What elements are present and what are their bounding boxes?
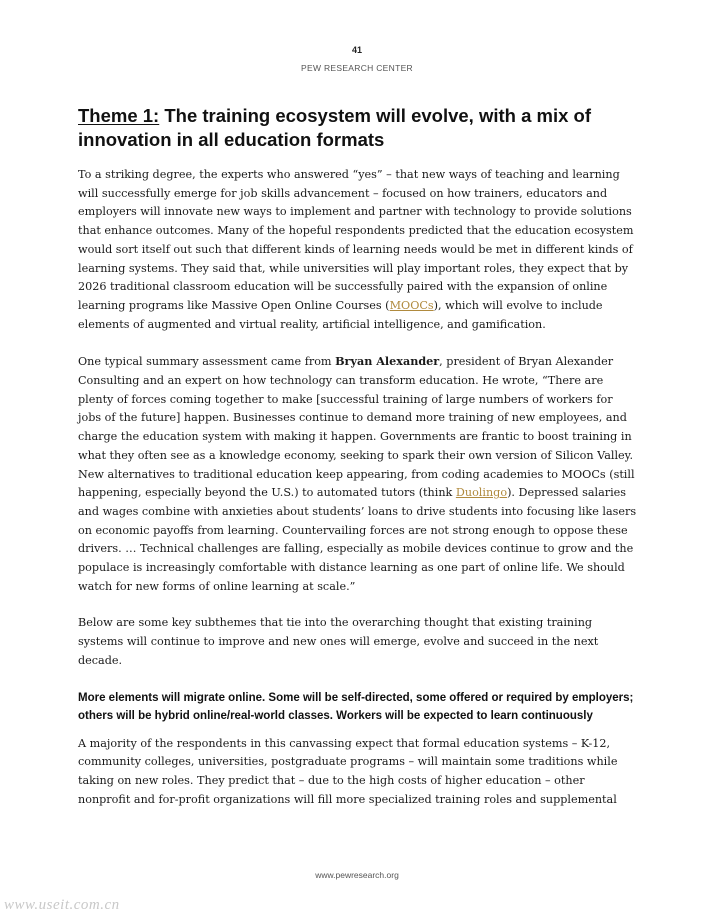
theme-heading xyxy=(78,104,638,152)
footer-url: www.pewresearch.org xyxy=(315,870,399,880)
quote-text-end: ). Depressed salaries and wages combine with anxieties about students’ loans to drive students into focusing like lasers on economic payoffs from learning. Countervailing forces are not strong enough to oppose these drivers. … Technical challenges are falling, especially as mobile devices continue to grow and the populace is increasingly comfortable with distance learning as one part of online life. We should watch for new forms of online learning at scale.” xyxy=(78,486,637,593)
paragraph-intro xyxy=(78,166,638,334)
header-organization: PEW RESEARCH CENTER xyxy=(301,63,413,73)
paragraph-alexander-quote xyxy=(78,352,638,596)
moocs-link[interactable]: MOOCs xyxy=(389,298,434,312)
theme-label: Theme 1: xyxy=(78,105,160,126)
quote-text: , president of Bryan Alexander Consulting and an expert on how technology can transform education. He wrote, “There are plenty of forces coming together to make [successful training of large numbers of workers for jobs of the future] happen. Businesses continue to demand more training of new employees, and charge the education system with making it happen. Governments are frantic to boost training in what they often see as a knowledge economy, seeking to spark their own version of Silicon Valley. New alternatives to traditional education keep appearing, from coding academies to MOOCs (still happening, especially beyond the U.S.) to automated tutors (think xyxy=(78,355,635,500)
subtheme-heading: More elements will migrate online. Some will be self-directed, some offered or required by employers; others will be hybrid online/real-world classes. Workers will be expected to learn continuously xyxy=(78,691,634,722)
paragraph-majority: A majority of the respondents in this canvassing expect that formal education systems – K-12, community colleges, universities, postgraduate programs – will maintain some traditions while taking on new roles. They predict that – due to the high costs of higher education – other nonprofit and for-profit organizations will fill more specialized training roles and supplemental xyxy=(78,736,618,806)
paragraph-intro-text-end: ), which will evolve to include elements of augmented and virtual reality, artificial intelligence, and gamification. xyxy=(78,298,603,331)
page-number: 41 xyxy=(351,45,362,55)
watermark: www.useit.com.cn xyxy=(4,897,120,913)
duolingo-link[interactable]: Duolingo xyxy=(455,486,508,500)
theme-title: The training ecosystem will evolve, with a mix of innovation in all education formats xyxy=(78,105,592,150)
article-body xyxy=(78,104,638,827)
paragraph-intro-text: To a striking degree, the experts who answered “yes” – that new ways of teaching and learning will successfully emerge for job skills advancement – focused on how trainers, educators and employers will innovate new ways to implement and partner with technology to provide solutions that enhance outcomes. Many of the hopeful respondents predicted that the education ecosystem would sort itself out such that different kinds of learning needs would be met in different kinds of learning systems. They said that, while universities will play important roles, they expect that by 2026 traditional classroom education will be successfully paired with the expansion of online learning programs like Massive Open Online Courses ( xyxy=(78,168,634,312)
paragraph-subthemes: Below are some key subthemes that tie into the overarching thought that existing training systems will continue to improve and new ones will emerge, evolve and succeed in the next decade. xyxy=(78,616,599,667)
expert-name: Bryan Alexander xyxy=(335,354,440,369)
quote-intro: One typical summary assessment came from xyxy=(78,355,336,369)
